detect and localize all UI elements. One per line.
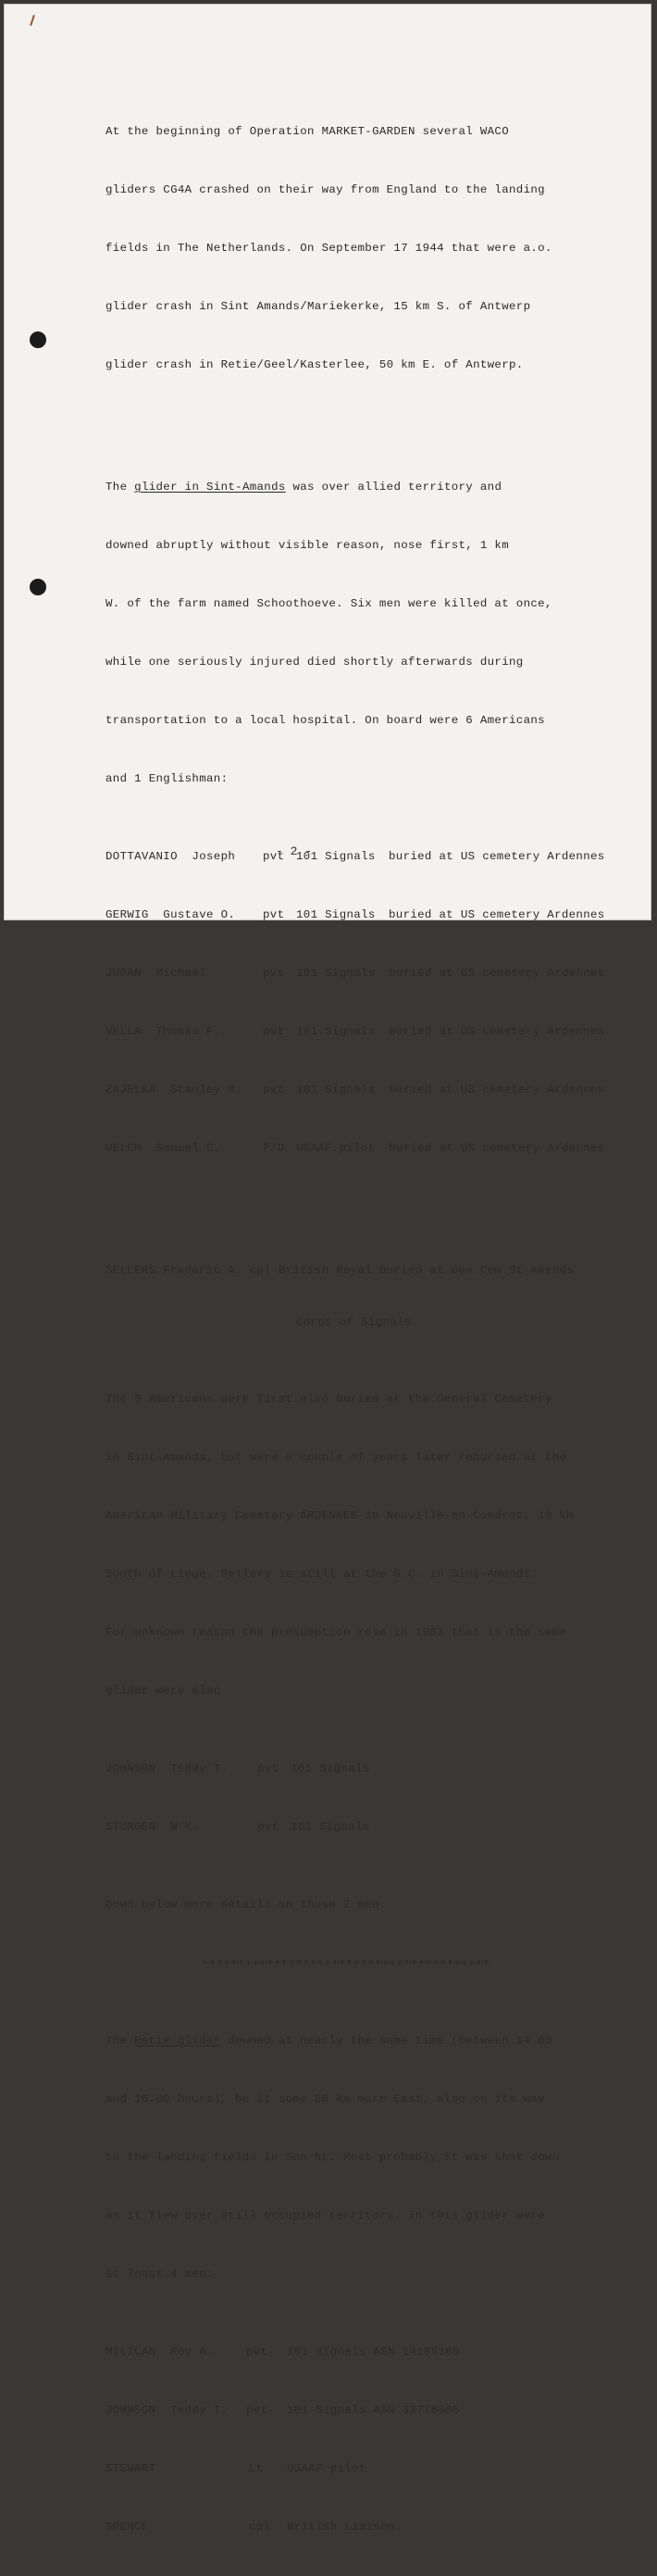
separator (105, 1954, 651, 1973)
crew-unit: 101 Signals (296, 908, 376, 921)
page-number: - 2 - (276, 844, 313, 858)
crew-name: GERWIG Gustave O. (105, 908, 236, 921)
crew-rank: pvt (257, 1820, 279, 1833)
crew-unit: USAAF,pilot (296, 1142, 376, 1155)
text-line: Down below more details on those 2 men. (105, 1898, 387, 1911)
crew-rank: pvt (257, 1762, 279, 1775)
text-line: W. of the farm named Schoothoeve. Six men were killed at once, (105, 597, 552, 610)
text-fragment: The (105, 2034, 135, 2047)
crew-name: ZAJELKA Stanley M. (105, 1083, 242, 1096)
document-page (4, 4, 651, 2533)
crew-name: JOHNSON Teddy T. (105, 1762, 229, 1775)
crew-rank: pvt (263, 908, 285, 921)
text-line: at least 4 men: (105, 2268, 214, 2281)
crew-unit: British Liaison (287, 2520, 395, 2533)
crew-unit: 101 Signals (296, 1025, 376, 1038)
crew-row (105, 1022, 651, 1042)
crew-status: buried at US cemetery Ardennes (389, 967, 605, 980)
crew-row (105, 2343, 651, 2362)
underlined-phrase: glider in Sint-Amands (134, 481, 286, 494)
text-line: glider were also (105, 1684, 221, 1697)
text-line (105, 2032, 651, 2051)
text-line: transportation to a local hospital. On board were 6 Americans (105, 714, 545, 727)
crew-row (105, 1081, 651, 1100)
crew-row (105, 1139, 651, 1158)
crew-unit: 101 Signals ASN 14185169 (287, 2345, 460, 2358)
crew-rank: pvt (246, 2404, 268, 2417)
crew-rank: Lt (249, 2462, 264, 2475)
crew-row (105, 2401, 651, 2420)
underlined-phrase: Retie glider (134, 2034, 221, 2047)
text-line: and 16.00 hours), be it some 50 km more East, also on its way (105, 2093, 545, 2106)
crew-unit: 101 Signals (296, 850, 376, 863)
text-line: The 6 Americans were first also buried at the General Cemetery (105, 1393, 552, 1406)
crew-name: DOTTAVANIO Joseph (105, 850, 236, 863)
crew-name: STURGEN W.K. (105, 1820, 200, 1833)
crew-row (105, 2459, 651, 2479)
crew-name: SPENCE (105, 2520, 149, 2533)
crew-name: JUGAN Michael (105, 967, 206, 980)
text-line (105, 478, 651, 497)
text-line: and 1 Englishman: (105, 772, 229, 785)
crew-rank: pvt (263, 1025, 285, 1038)
text-fragment: The (105, 481, 135, 494)
crew-rank: cpl (249, 2520, 271, 2533)
text-line: downed abruptly without visible reason, nose first, 1 km (105, 539, 509, 552)
crew-name: MILICAN Roy A. (105, 2345, 214, 2358)
text-line: while one seriously injured died shortly afterwards during (105, 656, 524, 669)
crew-name: VELLA Thomas F. (105, 1025, 221, 1038)
crew-unit: 101 Signals (296, 1083, 376, 1096)
crew-name: STEWART (105, 2462, 156, 2475)
text-line: gliders CG4A crashed on their way from England to the landing (105, 183, 545, 196)
crew-row (105, 964, 651, 983)
crew-row (105, 847, 651, 867)
crew-rank: pvt (246, 2345, 268, 2358)
text-fragment: was over allied territory and (285, 481, 502, 494)
text-line: At the beginning of Operation MARKET-GARDEN several WACO (105, 125, 509, 138)
crew-row (105, 2518, 651, 2537)
crew-unit: 101 Signals ASN 33778805 (287, 2404, 460, 2417)
text-line: as it flew over still occupied territory. In this glider were (105, 2209, 545, 2222)
separator-text: ++++++++++++++++++++++++++++++++++++++++ (202, 1957, 490, 1970)
text-fragment: downed at nearly the same time (between 14.00 (220, 2034, 552, 2047)
document-body (105, 83, 651, 2576)
crew-rank: pvt (263, 967, 285, 980)
crew-unit: 101 Signals (291, 1820, 370, 1833)
crew-rank: F/O (263, 1142, 285, 1155)
crew-unit: USAAF pilot (287, 2462, 366, 2475)
text-line: in Sint-Amands, but were a couple of years later reburied at the (105, 1451, 567, 1464)
crew-status: buried at US cemetery Ardennes (389, 1025, 605, 1038)
text-fragment: Corps of Signals (296, 1316, 412, 1329)
crew-status: buried at US cemetery Ardennes (389, 850, 605, 863)
punch-hole-top (30, 331, 46, 348)
text-line: fields in The Netherlands. On September 17 1944 that were a.o. (105, 242, 552, 255)
sellers-line-continued (105, 1313, 651, 1332)
presumed-row (105, 1759, 651, 1779)
crew-name: WELCH Samuel C. (105, 1142, 221, 1155)
text-line: glider crash in Sint Amands/Mariekerke, 15 km S. of Antwerp (105, 300, 531, 313)
crew-unit: 101 Signals (291, 1762, 370, 1775)
crew-status: buried at US cemetery Ardennes (389, 1083, 605, 1096)
text-line: American Military Cemetery ARDENNES in Neuville-en-Condroz, 10 km (105, 1509, 575, 1522)
crew-rank: pvt (263, 1083, 285, 1096)
crew-status: buried at US cemetery Ardennes (389, 1142, 605, 1155)
crew-rank: pvt (263, 850, 285, 863)
text-line: South of Liege. Sellers is still at the G.C. in Sint-Amands. (105, 1568, 539, 1581)
text-line: to the landing fields in Son NL. Most probably it was shot down (105, 2151, 560, 2164)
crew-row (105, 906, 651, 925)
sellers-line: SELLERS Frederic A. cpl British Royal buried at Gen.Cem.St-Amands (105, 1264, 575, 1277)
text-line: For unknown reason the presumption rose in 1983 that is the same (105, 1626, 567, 1639)
crew-status: buried at US cemetery Ardennes (389, 908, 605, 921)
pen-mark (30, 15, 35, 26)
crew-name: JOHNSON Teddy T. (105, 2404, 229, 2417)
presumed-row (105, 1818, 651, 1837)
crew-unit: 101 Signals (296, 967, 376, 980)
text-line: glider crash in Retie/Geel/Kasterlee, 50 km E. of Antwerp. (105, 358, 524, 371)
punch-hole-bottom (30, 579, 46, 595)
